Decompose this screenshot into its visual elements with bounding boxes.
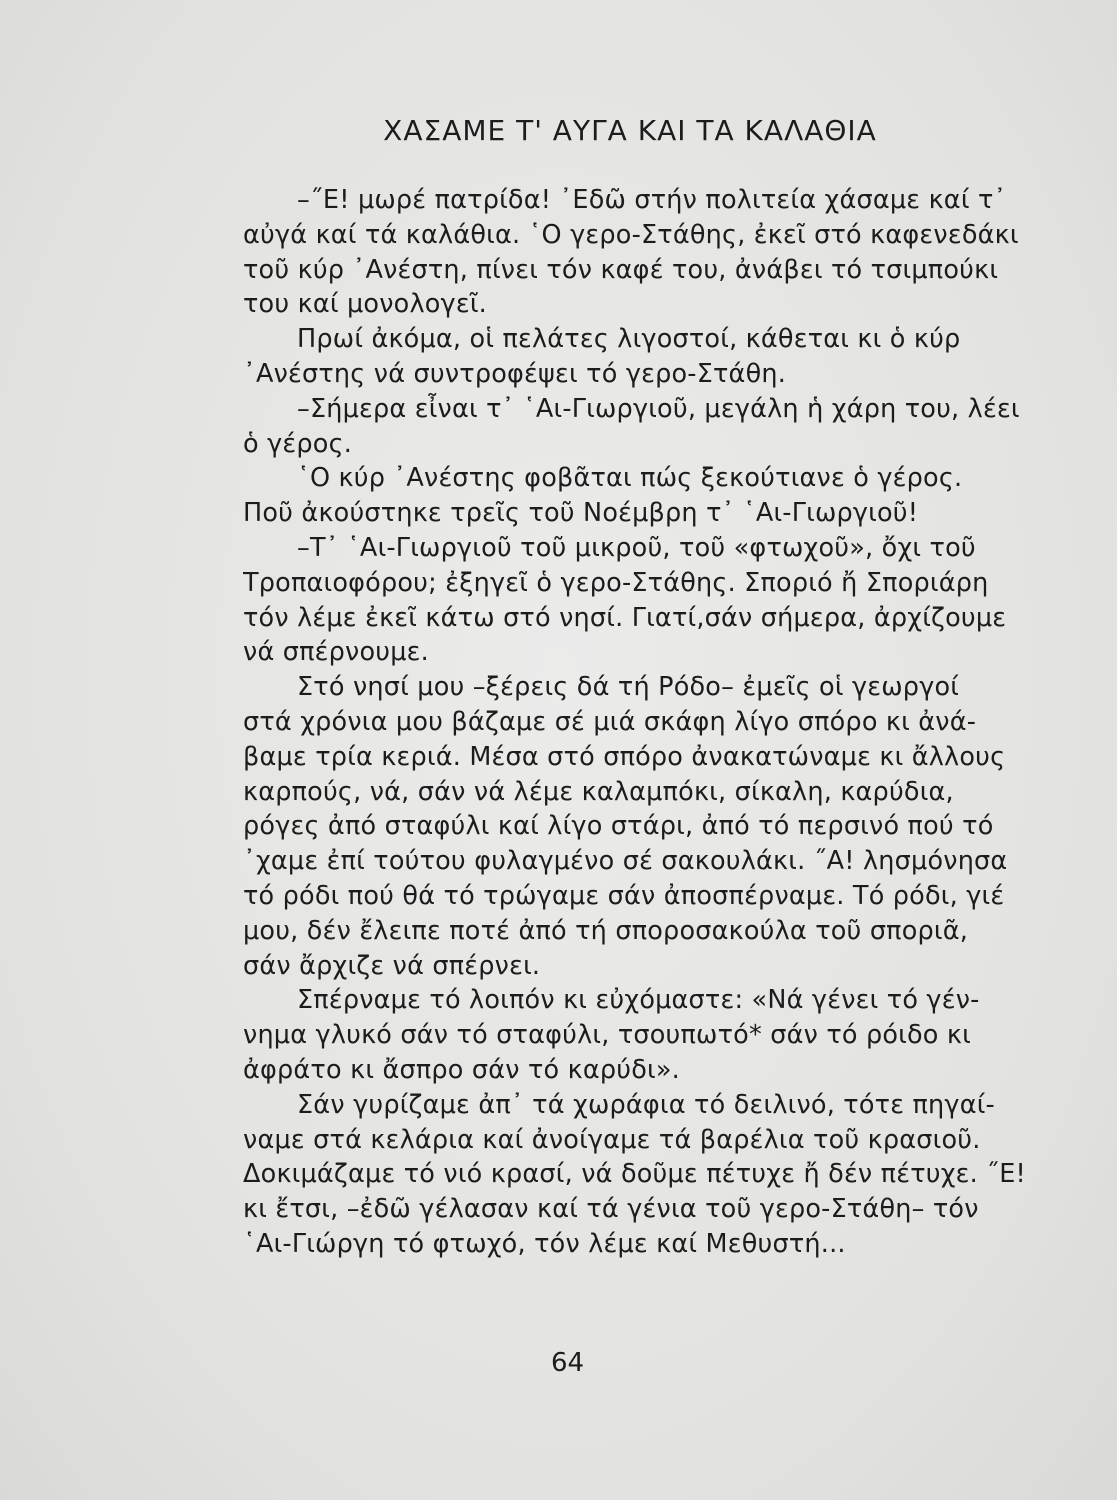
text-line: κι ἔτσι, –ἐδῶ γέλασαν καί τά γένια τοῦ γερο-Στάθη– τόν (243, 1194, 979, 1225)
text-line: τοῦ κύρ ᾿Ανέστη, πίνει τόν καφέ του, ἀνάβει τό τσιμπούκι (243, 254, 999, 285)
text-line: Δοκιμάζαμε τό νιό κρασί, νά δοῦμε πέτυχε ἤ δέν πέτυχε. ˝Ε! (243, 1159, 1026, 1190)
body-text (243, 183, 1043, 1262)
text-line: Σάν γυρίζαμε ἀπ᾿ τά χωράφια τό δειλινό, τότε πηγαί- (297, 1089, 995, 1120)
text-line: –Σήμερα εἶναι τ᾿ ῾Αι-Γιωργιοῦ, μεγάλη ἡ χάρη του, λέει (297, 393, 1020, 424)
text-line: τόν λέμε ἐκεῖ κάτω στό νησί. Γιατί,σάν σήμερα, ἀρχίζουμε (243, 602, 1007, 633)
text-line: νά σπέρνουμε. (243, 637, 429, 668)
page-number: 64 (550, 1348, 585, 1378)
text-line: αὐγά καί τά καλάθια. ῾Ο γερο-Στάθης, ἐκεῖ στό καφενεδάκι (243, 219, 1019, 250)
chapter-title: ΧΑΣΑΜΕ Τ' ΑΥΓΑ ΚΑΙ ΤΑ ΚΑΛΑΘΙΑ (383, 114, 877, 147)
text-line: στά χρόνια μου βάζαμε σέ μιά σκάφη λίγο σπόρο κι ἀνά- (243, 706, 977, 737)
text-line: Τροπαιοφόρου; ἐξηγεῖ ὁ γερο-Στάθης. Σποριό ἤ Σποριάρη (243, 567, 989, 598)
text-line: ὁ γέρος. (243, 428, 353, 459)
text-line: Πρωί ἀκόμα, οἱ πελάτες λιγοστοί, κάθεται κι ὁ κύρ (297, 324, 961, 355)
text-line: Ποῦ ἀκούστηκε τρεῖς τοῦ Νοέμβρη τ᾿ ῾Αι-Γιωργιοῦ! (243, 498, 919, 529)
text-line: ναμε στά κελάρια καί ἀνοίγαμε τά βαρέλια τοῦ κρασιοῦ. (243, 1124, 981, 1155)
text-line: ρόγες ἀπό σταφύλι καί λίγο στάρι, ἀπό τό περσινό πού τό (243, 811, 994, 842)
text-line: σάν ἄρχιζε νά σπέρνει. (243, 950, 541, 981)
text-line: Στό νησί μου –ξέρεις δά τή Ρόδο– ἐμεῖς οἱ γεωργοί (297, 672, 960, 703)
text-line: ῾Ο κύρ ᾿Ανέστης φοβᾶται πώς ξεκούτιανε ὁ γέρος. (297, 463, 963, 494)
text-line: ᾿χαμε ἐπί τούτου φυλαγμένο σέ σακουλάκι. ˝Α! λησμόνησα (243, 846, 1008, 877)
text-line: ἀφράτο κι ἄσπρο σάν τό καρύδι». (243, 1054, 680, 1085)
text-line: μου, δέν ἔλειπε ποτέ ἀπό τή σποροσακούλα τοῦ σποριᾶ, (243, 915, 969, 946)
text-line: Σπέρναμε τό λοιπόν κι εὐχόμαστε: «Νά γένει τό γέν- (297, 985, 980, 1016)
text-line: βαμε τρία κεριά. Μέσα στό σπόρο ἀνακατώναμε κι ἄλλους (243, 741, 1006, 772)
text-line: τό ρόδι πού θά τό τρώγαμε σάν ἀποσπέρναμε. Τό ρόδι, γιέ (243, 880, 1005, 911)
text-line: νημα γλυκό σάν τό σταφύλι, τσουπωτό* σάν τό ρόιδο κι (243, 1020, 971, 1051)
text-line: –˝Ε! μωρέ πατρίδα! ᾿Εδῶ στήν πολιτεία χάσαμε καί τ᾿ (297, 185, 1007, 215)
text-line: ᾿Ανέστης νά συντροφέψει τό γερο-Στάθη. (243, 358, 787, 389)
text-line: –Τ᾿ ῾Αι-Γιωργιοῦ τοῦ μικροῦ, τοῦ «φτωχοῦ», ὄχι τοῦ (297, 532, 976, 563)
text-line: καρπούς, νά, σάν νά λέμε καλαμπόκι, σίκαλη, καρύδια, (243, 776, 954, 807)
text-line: ῾Αι-Γιώργη τό φτωχό, τόν λέμε καί Μεθυστή... (243, 1228, 846, 1259)
text-line: του καί μονολογεῖ. (243, 289, 487, 320)
